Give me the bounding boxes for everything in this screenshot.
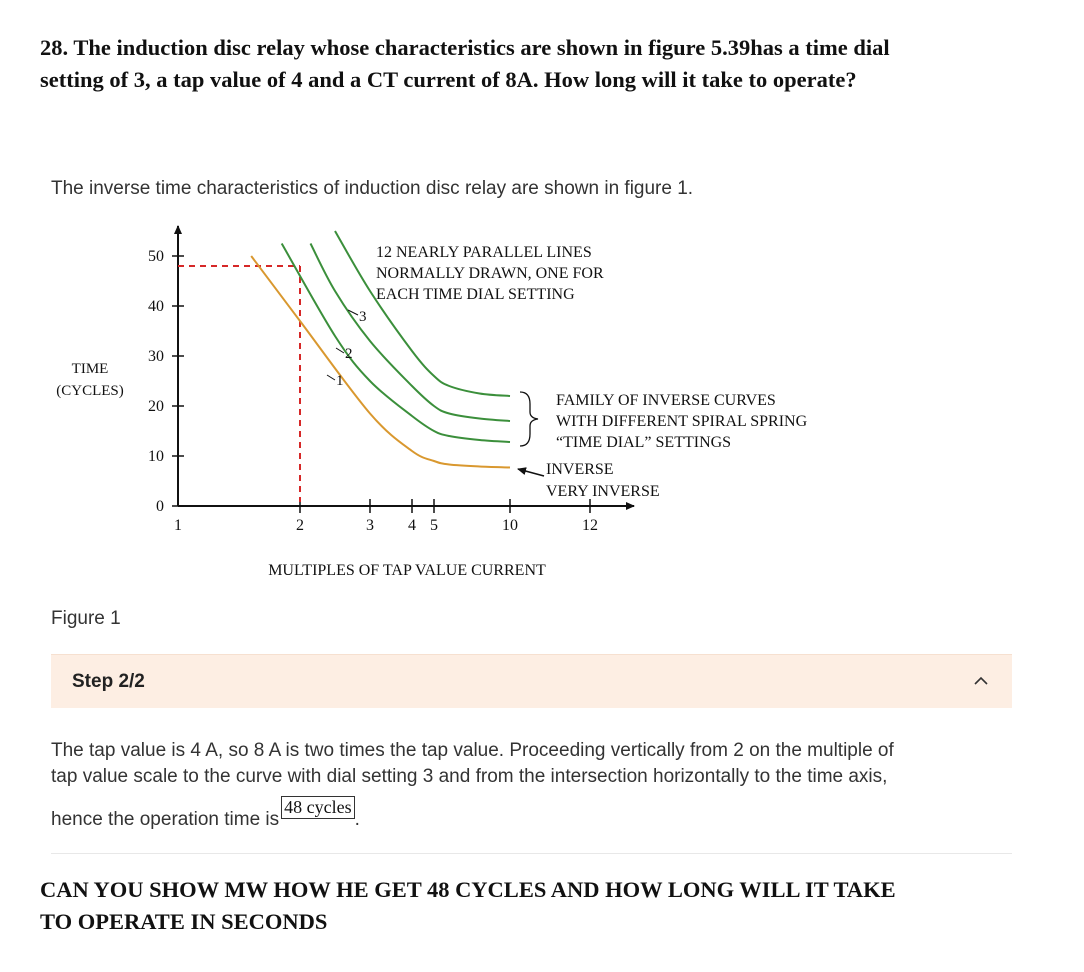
x-tick-label-1: 1 <box>174 517 182 534</box>
annotation-parallel-lines-2: NORMALLY DRAWN, ONE FOR <box>376 265 604 282</box>
x-tick-label-2: 2 <box>296 517 304 534</box>
x-tick-label-12: 12 <box>582 517 598 534</box>
inverse-arrow <box>518 469 544 476</box>
answer-line-1: The tap value is 4 A, so 8 A is two times the tap value. Proceeding vertically from 2 on the multiple of <box>51 740 894 761</box>
y-axis-label-line-1: TIME <box>71 361 109 377</box>
chevron-up-icon[interactable] <box>972 672 990 690</box>
x-tick-label-3: 3 <box>366 517 374 534</box>
divider <box>51 853 1012 854</box>
figure-caption: Figure 1 <box>51 608 121 629</box>
annotation-very-inverse: VERY INVERSE <box>546 483 660 500</box>
step-header[interactable] <box>51 654 1012 708</box>
annotation-parallel-lines-1: 12 NEARLY PARALLEL LINES <box>376 244 592 261</box>
answer-line-3-prefix: hence the operation time is <box>51 809 280 830</box>
curve-label-dial-1: 1 <box>336 373 344 389</box>
family-brace <box>520 392 538 446</box>
intro-text: The inverse time characteristics of induction disc relay are shown in figure 1. <box>51 178 694 199</box>
annotation-family-3: “TIME DIAL” SETTINGS <box>556 434 732 451</box>
x-tick-label-4: 4 <box>408 517 416 534</box>
y-tick-label-20: 20 <box>148 398 164 415</box>
annotation-parallel-lines-3: EACH TIME DIAL SETTING <box>376 286 575 303</box>
relay-characteristic-chart <box>0 210 1084 600</box>
x-tick-label-5: 5 <box>430 517 438 534</box>
x-axis-label: MULTIPLES OF TAP VALUE CURRENT <box>268 562 546 579</box>
answer-line-3-suffix: . <box>354 809 360 830</box>
answer-text <box>51 738 1001 790</box>
answer-line-3 <box>51 797 360 831</box>
followup-line-1: CAN YOU SHOW MW HOW HE GET 48 CYCLES AND HOW LONG WILL IT TAKE <box>40 877 896 902</box>
y-tick-label-50: 50 <box>148 248 164 265</box>
annotation-inverse: INVERSE <box>546 461 614 478</box>
curve-label-dial-3: 3 <box>359 309 367 325</box>
question-line-1: 28. The induction disc relay whose characteristics are shown in figure 5.39has a time dial <box>40 35 890 60</box>
question-line-2: setting of 3, a tap value of 4 and a CT current of 8A. How long will it take to operate? <box>40 67 857 92</box>
y-tick-label-40: 40 <box>148 298 164 315</box>
reference-guides <box>178 266 300 502</box>
answer-line-2: tap value scale to the curve with dial setting 3 and from the intersection horizontally to the time axis, <box>51 766 888 787</box>
y-axis-label-line-2: (CYCLES) <box>56 383 124 399</box>
question-text <box>40 32 1040 96</box>
annotation-family-2: WITH DIFFERENT SPIRAL SPRING <box>556 413 808 430</box>
y-tick-label-30: 30 <box>148 348 164 365</box>
y-tick-label-10: 10 <box>148 448 164 465</box>
followup-question <box>40 874 1040 938</box>
annotation-family-1: FAMILY OF INVERSE CURVES <box>556 392 776 409</box>
y-tick-label-0: 0 <box>156 498 164 515</box>
x-tick-label-10: 10 <box>502 517 518 534</box>
step-label: Step 2/2 <box>72 671 145 692</box>
answer-result-box: 48 cycles <box>281 796 354 819</box>
curve-label-dial-2: 2 <box>345 346 353 362</box>
followup-line-2: TO OPERATE IN SECONDS <box>40 909 328 934</box>
